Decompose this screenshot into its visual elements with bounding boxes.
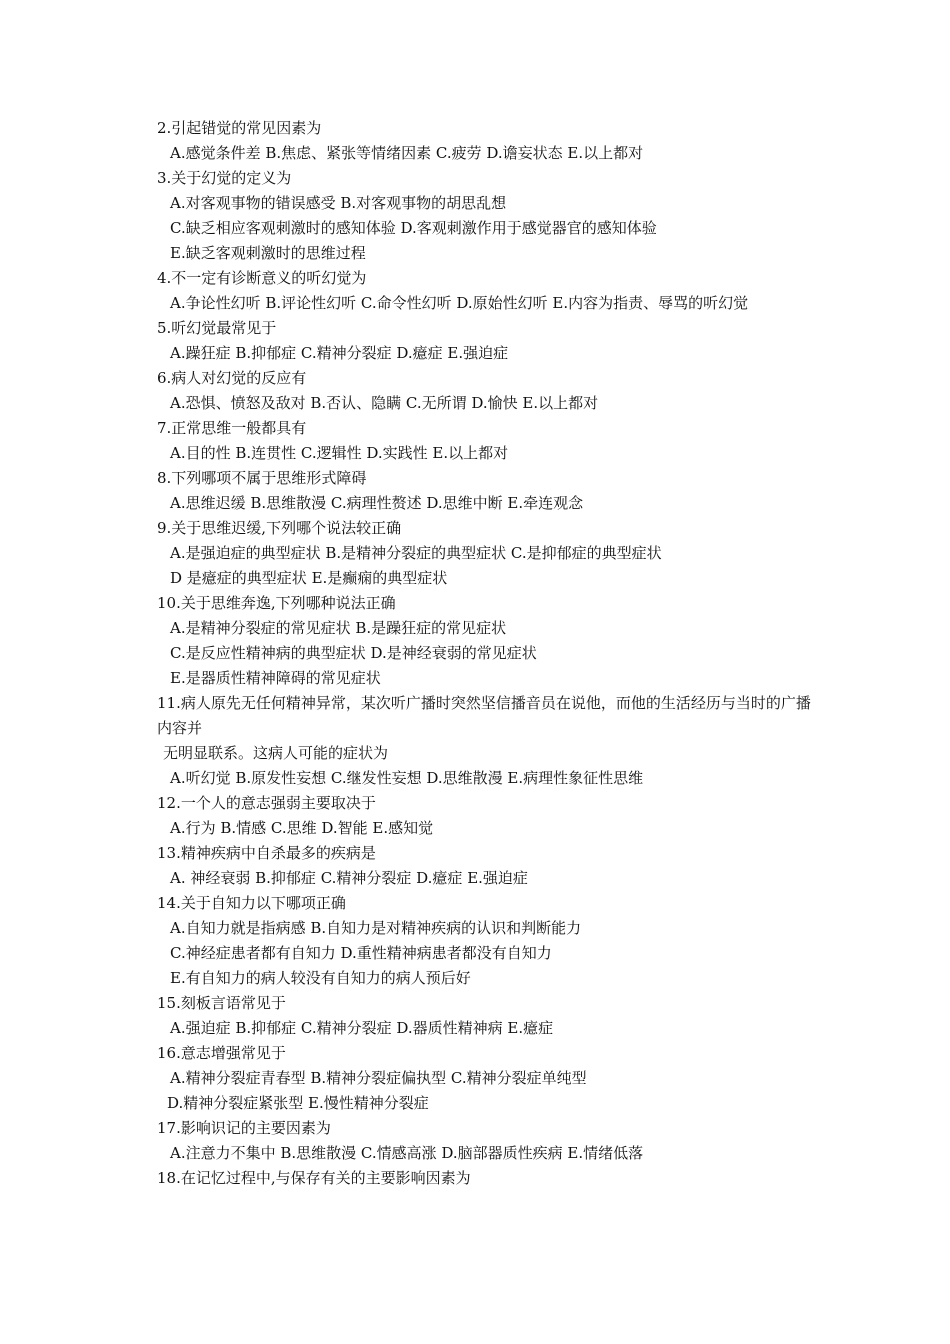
option-line: C.缺乏相应客观刺激时的感知体验 D.客观刺激作用于感觉器官的感知体验 xyxy=(170,219,657,237)
option-line: A.行为 B.情感 C.思维 D.智能 E.感知觉 xyxy=(170,819,434,837)
option-line: A.听幻觉 B.原发性妄想 C.继发性妄想 D.思维散漫 E.病理性象征性思维 xyxy=(170,769,644,787)
option-line: A.强迫症 B.抑郁症 C.精神分裂症 D.器质性精神病 E.癔症 xyxy=(170,1019,554,1037)
option-line: A.精神分裂症青春型 B.精神分裂症偏执型 C.精神分裂症单纯型 xyxy=(170,1069,587,1087)
option-line: A.是精神分裂症的常见症状 B.是躁狂症的常见症状 xyxy=(170,619,507,637)
option-line: A.思维迟缓 B.思维散漫 C.病理性赘述 D.思维中断 E.牵连观念 xyxy=(170,494,584,512)
option-line: A.是强迫症的典型症状 B.是精神分裂症的典型症状 C.是抑郁症的典型症状 xyxy=(170,544,662,562)
question-line: 8.下列哪项不属于思维形式障碍 xyxy=(157,469,367,487)
option-line: C.神经症患者都有自知力 D.重性精神病患者都没有自知力 xyxy=(170,944,552,962)
option-line: A.目的性 B.连贯性 C.逻辑性 D.实践性 E.以上都对 xyxy=(170,444,509,462)
option-line: A.对客观事物的错误感受 B.对客观事物的胡思乱想 xyxy=(170,194,507,212)
question-line: 16.意志增强常见于 xyxy=(157,1044,286,1062)
option-line: A.自知力就是指病感 B.自知力是对精神疾病的认识和判断能力 xyxy=(170,919,582,937)
option-line: A.躁狂症 B.抑郁症 C.精神分裂症 D.癔症 E.强迫症 xyxy=(170,344,509,362)
question-line: 11.病人原先无任何精神异常，某次听广播时突然坚信播音员在说他，而他的生活经历与当时的广播内容并 xyxy=(157,694,811,737)
question-line: 12.一个人的意志强弱主要取决于 xyxy=(157,794,376,812)
option-line: E.是器质性精神障碍的常见症状 xyxy=(170,669,381,687)
question-line: 2.引起错觉的常见因素为 xyxy=(157,119,322,137)
option-line: C.是反应性精神病的典型症状 D.是神经衰弱的常见症状 xyxy=(170,644,537,662)
question-line: 14.关于自知力以下哪项正确 xyxy=(157,894,346,912)
option-line: E.缺乏客观刺激时的思维过程 xyxy=(170,244,366,262)
question-line: 7.正常思维一般都具有 xyxy=(157,419,307,437)
option-line: A.注意力不集中 B.思维散漫 C.情感高涨 D.脑部器质性疾病 E.情绪低落 xyxy=(170,1144,644,1162)
question-line: 3.关于幻觉的定义为 xyxy=(157,169,292,187)
option-line: A.恐惧、愤怒及敌对 B.否认、隐瞒 C.无所谓 D.愉快 E.以上都对 xyxy=(170,394,599,412)
option-line: A.感觉条件差 B.焦虑、紧张等情绪因素 C.疲劳 D.谵妄状态 E.以上都对 xyxy=(170,144,644,162)
question-list xyxy=(145,116,815,1191)
option-line: D.精神分裂症紧张型 E.慢性精神分裂症 xyxy=(167,1094,429,1112)
option-line: A. 神经衰弱 B.抑郁症 C.精神分裂症 D.癔症 E.强迫症 xyxy=(170,869,528,887)
question-line: 13.精神疾病中自杀最多的疾病是 xyxy=(157,844,376,862)
question-line: 18.在记忆过程中,与保存有关的主要影响因素为 xyxy=(157,1169,471,1187)
option-line: D 是癔症的典型症状 E.是癫痫的典型症状 xyxy=(170,569,448,587)
question-line: 15.刻板言语常见于 xyxy=(157,994,286,1012)
option-line: E.有自知力的病人较没有自知力的病人预后好 xyxy=(170,969,471,987)
question-line: 5.听幻觉最常见于 xyxy=(157,319,277,337)
question-line: 10.关于思维奔逸,下列哪种说法正确 xyxy=(157,594,396,612)
question-line: 4.不一定有诊断意义的听幻觉为 xyxy=(157,269,367,287)
question-line: 17.影响识记的主要因素为 xyxy=(157,1119,331,1137)
option-line: A.争论性幻听 B.评论性幻听 C.命令性幻听 D.原始性幻听 E.内容为指责、辱骂的听幻觉 xyxy=(170,294,749,312)
option-line: 无明显联系。这病人可能的症状为 xyxy=(163,744,389,762)
question-line: 9.关于思维迟缓,下列哪个说法较正确 xyxy=(157,519,402,537)
question-line: 6.病人对幻觉的反应有 xyxy=(157,369,307,387)
